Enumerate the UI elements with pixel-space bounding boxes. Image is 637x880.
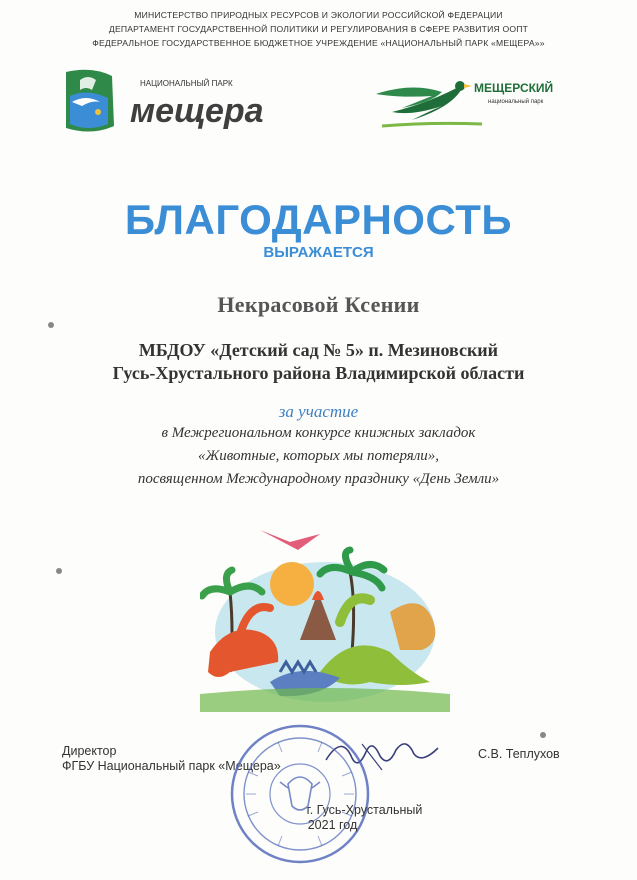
header-institution: ФЕДЕРАЛЬНОЕ ГОСУДАРСТВЕННОЕ БЮДЖЕТНОЕ УЧРЕЖДЕНИЕ «НАЦИОНАЛЬНЫЙ ПАРК «МЕЩЕРА»» [92, 38, 545, 48]
scan-dot [56, 568, 62, 574]
certificate-title: БЛАГОДАРНОСТЬ [124, 196, 513, 243]
scan-dot [48, 322, 54, 328]
reason-line1: в Межрегиональном конкурсе книжных закладок [161, 425, 476, 441]
organization-line2: Гусь-Хрустального района Владимирской области [112, 363, 525, 383]
reason-lead: за участие [278, 402, 359, 421]
footer-year: 2021 год [307, 818, 358, 832]
header-department: ДЕПАРТАМЕНТ ГОСУДАРСТВЕННОЙ ПОЛИТИКИ И РЕГУЛИРОВАНИЯ В СФЕРЕ РАЗВИТИЯ ООПТ [108, 24, 529, 34]
footer-city: г. Гусь-Хрустальный [306, 803, 423, 817]
logo-left-big-text: мещера [130, 92, 264, 130]
dinosaur-illustration [200, 522, 450, 712]
certificate-subtitle: ВЫРАЖАЕТСЯ [263, 244, 374, 261]
reason-line2: «Животные, которых мы потеряли», [197, 448, 440, 464]
official-stamp [228, 722, 372, 866]
meshchera-park-logo [52, 66, 292, 138]
scan-dot [540, 732, 546, 738]
signatory-position: Директор [62, 744, 117, 758]
logo-right-big-text: МЕЩЕРСКИЙ [474, 81, 554, 95]
logo-right-small-text: национальный парк [488, 99, 544, 105]
reason-line3: посвященном Международному празднику «День Земли» [137, 471, 500, 487]
signatory-organization: ФГБУ Национальный парк «Мещера» [62, 759, 281, 773]
recipient-name: Некрасовой Ксении [217, 292, 420, 317]
signatory-name: С.В. Теплухов [478, 747, 560, 761]
organization-line1: МБДОУ «Детский сад № 5» п. Мезиновский [138, 340, 499, 360]
header-ministry: МИНИСТЕРСТВО ПРИРОДНЫХ РЕСУРСОВ И ЭКОЛОГИИ РОССИЙСКОЙ ФЕДЕРАЦИИ [134, 10, 503, 20]
meshcherskiy-park-logo [372, 72, 572, 134]
logo-left-small-text: НАЦИОНАЛЬНЫЙ ПАРК [140, 79, 233, 88]
